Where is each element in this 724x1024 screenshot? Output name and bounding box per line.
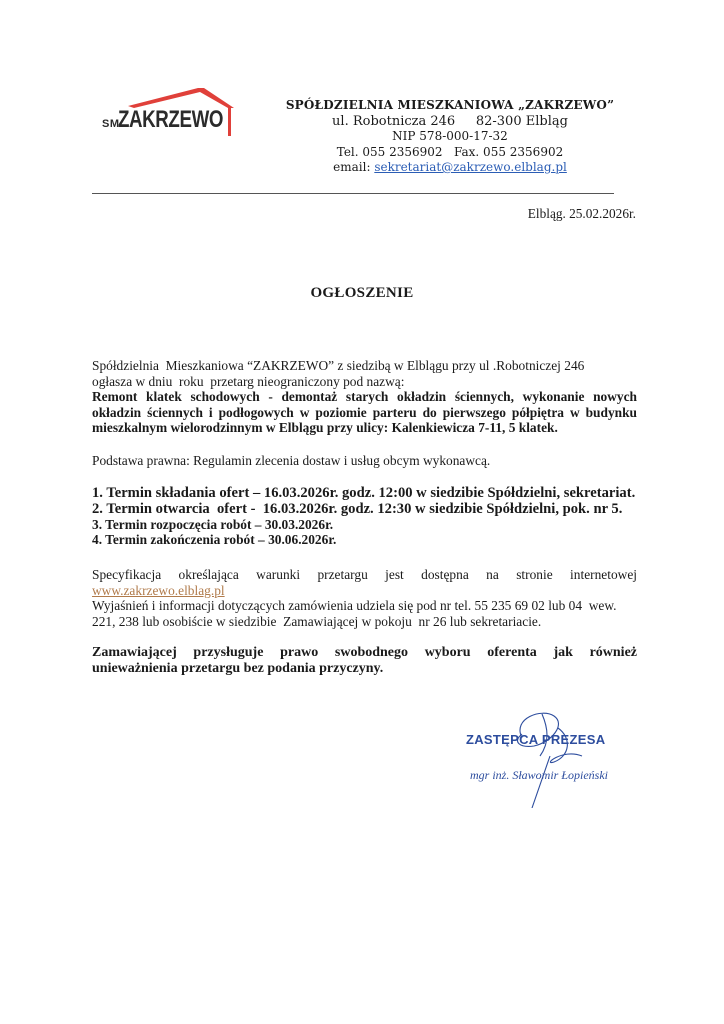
- website-link[interactable]: www.zakrzewo.elblag.pl: [92, 582, 225, 598]
- intro-paragraph: [92, 358, 637, 436]
- logo-name: ZAKRZEWO: [118, 106, 224, 133]
- info-line-1: Wyjaśnień i informacji dotyczących zamówienia udziela się pod nr tel. 55 235 69 02 lub 04 wew.: [92, 598, 617, 613]
- notice-line-2: unieważnienia przetargu bez podania przyczyny.: [92, 661, 384, 676]
- signature-stamp: [462, 708, 652, 808]
- logo-prefix: SM: [102, 118, 120, 130]
- organization-header: [282, 98, 618, 176]
- organization-phone-fax: Tel. 055 2356902 Fax. 055 2356902: [336, 144, 564, 159]
- signature-scribble-icon: [462, 708, 652, 808]
- document-date: Elbląg. 25.02.2026r.: [527, 206, 636, 221]
- document-title: OGŁOSZENIE: [310, 285, 414, 301]
- specification-paragraph: [92, 567, 637, 629]
- specification-line: Specyfikacja określająca warunki przetargu jest dostępna na stronie internetowej: [92, 567, 637, 582]
- organization-nip: NIP 578-000-17-32: [392, 129, 508, 143]
- info-line-2: 221, 238 lub osobiście w siedzibie Zamawiającej w pokoju nr 26 lub sekretariacie.: [92, 613, 542, 629]
- organization-email: [282, 160, 618, 176]
- email-label: email:: [333, 160, 375, 174]
- signature-title: ZASTĘPCA PREZESA: [466, 732, 606, 747]
- term-item: 4. Termin zakończenia robót – 30.06.2026r.: [92, 532, 337, 547]
- legal-basis: Podstawa prawna: Regulamin zlecenia dostaw i usług obcym wykonawcą.: [92, 453, 491, 468]
- rights-notice: [92, 645, 637, 677]
- intro-line-1: Spółdzielnia Mieszkaniowa “ZAKRZEWO” z siedzibą w Elblągu przy ul .Robotniczej 246: [92, 358, 585, 373]
- organization-name: SPÓŁDZIELNIA MIESZKANIOWA „ZAKRZEWO”: [285, 98, 615, 112]
- term-item: 3. Termin rozpoczęcia robót – 30.03.2026r.: [92, 517, 334, 532]
- intro-line-2: ogłasza w dniu roku przetarg nieograniczony pod nazwą:: [92, 373, 405, 389]
- term-item: 2. Termin otwarcia ofert - 16.03.2026r. godz. 12:30 w siedzibie Spółdzielni, pok. nr 5.: [92, 501, 623, 517]
- organization-address: ul. Robotnicza 246 82-300 Elbląg: [332, 113, 568, 129]
- notice-line-1: Zamawiającej przysługuje prawo swobodnego wyboru oferenta jak również: [92, 645, 637, 660]
- term-item: 1. Termin składania ofert – 16.03.2026r. godz. 12:00 w siedzibie Spółdzielni, sekretariat.: [92, 485, 636, 501]
- terms-list: [92, 485, 637, 547]
- header-divider: [92, 193, 614, 194]
- company-logo: [100, 86, 240, 138]
- email-link[interactable]: sekretariat@zakrzewo.elblag.pl: [374, 160, 567, 174]
- tender-subject: Remont klatek schodowych - demontaż starych okładzin ściennych, wykonanie nowych okładzin ściennych i podłogowych w poziomie parteru do pierwszego półpiętra w budynku mieszkalnym wielorodzinnym w Elblągu przy ulicy: Kalenkiewicza 7-11, 5 klatek.: [92, 389, 637, 435]
- signature-name: mgr inż. Sławomir Łopieński: [470, 768, 609, 782]
